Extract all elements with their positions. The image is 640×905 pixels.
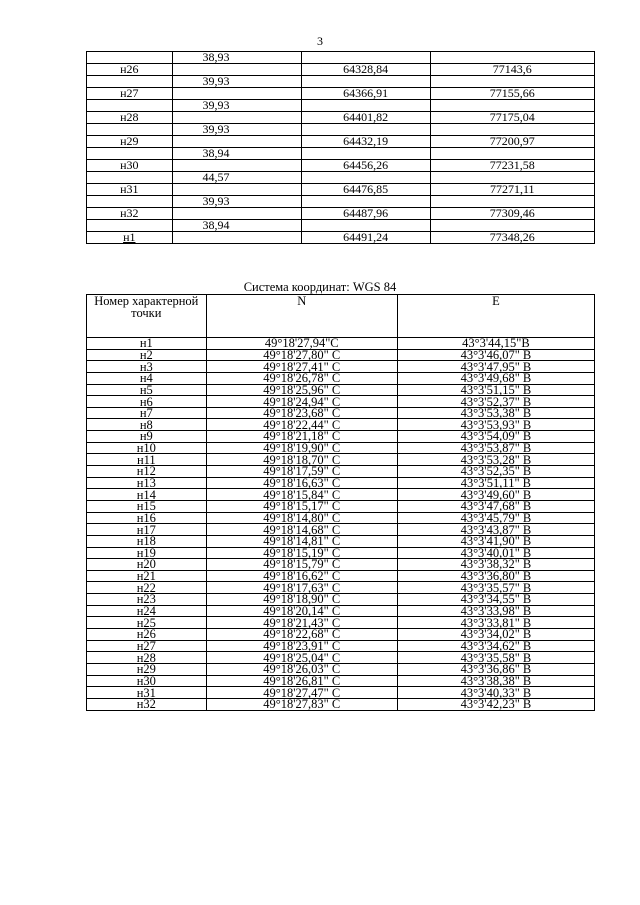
- distance-cell: [172, 64, 301, 76]
- east-coordinate-cell: 43°3'53,87" В: [397, 442, 594, 454]
- point-number-cell: н1: [87, 232, 173, 244]
- point-number-cell: н1: [87, 338, 207, 350]
- point-number-cell: н21: [87, 570, 207, 582]
- point-number-cell: н18: [87, 535, 207, 547]
- east-coordinate-cell: 43°3'51,15" В: [397, 384, 594, 396]
- east-coordinate-cell: 43°3'54,09" В: [397, 431, 594, 443]
- east-coordinate-cell: 43°3'34,62" В: [397, 640, 594, 652]
- distance-cell: 38,94: [172, 220, 301, 232]
- east-coordinate-cell: 43°3'49,60" В: [397, 489, 594, 501]
- x-coordinate-cell: 64491,24: [301, 232, 430, 244]
- north-coordinate-cell: 49°18'27,80" С: [206, 349, 397, 361]
- point-number-cell: н24: [87, 605, 207, 617]
- east-coordinate-cell: 43°3'36,86" В: [397, 663, 594, 675]
- distance-cell: 38,93: [172, 52, 301, 64]
- point-number-cell: н29: [87, 136, 173, 148]
- east-coordinate-cell: 43°3'42,23" В: [397, 698, 594, 710]
- y-coordinate-cell: 77309,46: [430, 208, 594, 220]
- north-coordinate-cell: 49°18'26,78" С: [206, 372, 397, 384]
- point-number-cell: н13: [87, 477, 207, 489]
- north-coordinate-cell: 49°18'19,90" С: [206, 442, 397, 454]
- north-coordinate-cell: 49°18'27,47" С: [206, 687, 397, 699]
- header-point-number: Номер характерной точки: [87, 295, 207, 338]
- y-coordinate-cell: 77231,58: [430, 160, 594, 172]
- east-coordinate-cell: 43°3'49,68" В: [397, 372, 594, 384]
- distance-cell: 39,93: [172, 76, 301, 88]
- point-number-cell: н29: [87, 663, 207, 675]
- table-row: [87, 384, 595, 396]
- page-number: 3: [317, 34, 323, 48]
- east-coordinate-cell: 43°3'35,58" В: [397, 652, 594, 664]
- east-coordinate-cell: 43°3'41,90" В: [397, 535, 594, 547]
- distance-cell: 39,93: [172, 196, 301, 208]
- north-coordinate-cell: 49°18'27,41" С: [206, 361, 397, 373]
- table-row: [87, 698, 595, 710]
- east-coordinate-cell: 43°3'53,38" В: [397, 407, 594, 419]
- distance-cell: 44,57: [172, 172, 301, 184]
- x-coordinate-cell: 64487,96: [301, 208, 430, 220]
- distance-cell: 38,94: [172, 148, 301, 160]
- east-coordinate-cell: 43°3'51,11" В: [397, 477, 594, 489]
- distance-cell: [172, 88, 301, 100]
- point-number-cell: н14: [87, 489, 207, 501]
- y-coordinate-cell: 77271,11: [430, 184, 594, 196]
- point-number-cell: н28: [87, 652, 207, 664]
- point-number-cell: н2: [87, 349, 207, 361]
- wgs84-table-header: [87, 295, 595, 338]
- distance-cell: [172, 136, 301, 148]
- east-coordinate-cell: 43°3'36,80" В: [397, 570, 594, 582]
- coordinates-table-local-body: [87, 52, 595, 244]
- distance-cell: 39,93: [172, 124, 301, 136]
- east-coordinate-cell: 43°3'52,37" В: [397, 396, 594, 408]
- north-coordinate-cell: 49°18'18,70" С: [206, 454, 397, 466]
- table-row: [87, 112, 595, 124]
- point-number-cell: н11: [87, 454, 207, 466]
- north-coordinate-cell: 49°18'15,17" С: [206, 500, 397, 512]
- east-coordinate-cell: 43°3'47,68" В: [397, 500, 594, 512]
- point-number-cell: н12: [87, 466, 207, 478]
- east-coordinate-cell: 43°3'34,02" В: [397, 629, 594, 641]
- north-coordinate-cell: 49°18'14,68" С: [206, 524, 397, 536]
- north-coordinate-cell: 49°18'18,90" С: [206, 594, 397, 606]
- table-row: [87, 88, 595, 100]
- coordinate-system-caption: Система координат: WGS 84: [243, 280, 397, 294]
- x-coordinate-cell: 64366,91: [301, 88, 430, 100]
- distance-cell: 39,93: [172, 100, 301, 112]
- north-coordinate-cell: 49°18'26,03" С: [206, 663, 397, 675]
- north-coordinate-cell: 49°18'22,44" С: [206, 419, 397, 431]
- east-coordinate-cell: 43°3'40,01" В: [397, 547, 594, 559]
- x-coordinate-cell: 64476,85: [301, 184, 430, 196]
- distance-cell: [172, 208, 301, 220]
- north-coordinate-cell: 49°18'15,79" С: [206, 559, 397, 571]
- north-coordinate-cell: 49°18'27,83" С: [206, 698, 397, 710]
- distance-cell: [172, 232, 301, 244]
- north-coordinate-cell: 49°18'14,80" С: [206, 512, 397, 524]
- point-number-cell: н4: [87, 372, 207, 384]
- table-row: [87, 208, 595, 220]
- distance-cell: [172, 160, 301, 172]
- east-coordinate-cell: 43°3'38,38" В: [397, 675, 594, 687]
- x-coordinate-cell: 64328,84: [301, 64, 430, 76]
- point-number-cell: н26: [87, 64, 173, 76]
- east-coordinate-cell: 43°3'33,81" В: [397, 617, 594, 629]
- point-number-cell: н25: [87, 617, 207, 629]
- east-coordinate-cell: 43°3'35,57" В: [397, 582, 594, 594]
- table-row: [87, 136, 595, 148]
- east-coordinate-cell: 43°3'43,87" В: [397, 524, 594, 536]
- table-row: [87, 184, 595, 196]
- point-number-cell: н32: [87, 208, 173, 220]
- north-coordinate-cell: 49°18'17,59" С: [206, 466, 397, 478]
- point-number-cell: н8: [87, 419, 207, 431]
- wgs84-header-row: [87, 295, 595, 338]
- north-coordinate-cell: 49°18'15,84" С: [206, 489, 397, 501]
- point-number-cell: н22: [87, 582, 207, 594]
- y-coordinate-cell: 77200,97: [430, 136, 594, 148]
- point-number-cell: н7: [87, 407, 207, 419]
- header-east: E: [397, 295, 594, 338]
- distance-cell: [172, 112, 301, 124]
- point-number-cell: н9: [87, 431, 207, 443]
- distance-cell: [172, 184, 301, 196]
- north-coordinate-cell: 49°18'25,04" С: [206, 652, 397, 664]
- point-number-cell: н23: [87, 594, 207, 606]
- north-coordinate-cell: 49°18'16,62" С: [206, 570, 397, 582]
- point-number-cell: н27: [87, 88, 173, 100]
- north-coordinate-cell: 49°18'23,68" С: [206, 407, 397, 419]
- table-row: [87, 64, 595, 76]
- north-coordinate-cell: 49°18'24,94" С: [206, 396, 397, 408]
- point-number-cell: н10: [87, 442, 207, 454]
- table-row: [87, 232, 595, 244]
- point-number-cell: н30: [87, 160, 173, 172]
- point-number-cell: н5: [87, 384, 207, 396]
- east-coordinate-cell: 43°3'45,79" В: [397, 512, 594, 524]
- east-coordinate-cell: 43°3'40,33" В: [397, 687, 594, 699]
- point-number-cell: н20: [87, 559, 207, 571]
- point-number-cell: н31: [87, 687, 207, 699]
- table-row: [87, 675, 595, 687]
- point-number-cell: н26: [87, 629, 207, 641]
- point-number-cell: н19: [87, 547, 207, 559]
- point-number-cell: н6: [87, 396, 207, 408]
- north-coordinate-cell: 49°18'16,63" С: [206, 477, 397, 489]
- point-number-cell: н3: [87, 361, 207, 373]
- point-number-cell: н17: [87, 524, 207, 536]
- north-coordinate-cell: 49°18'14,81" С: [206, 535, 397, 547]
- east-coordinate-cell: 43°3'47,95" В: [397, 361, 594, 373]
- y-coordinate-cell: 77175,04: [430, 112, 594, 124]
- north-coordinate-cell: 49°18'20,14" С: [206, 605, 397, 617]
- north-coordinate-cell: 49°18'21,43" С: [206, 617, 397, 629]
- point-number-cell: н27: [87, 640, 207, 652]
- north-coordinate-cell: 49°18'17,63" С: [206, 582, 397, 594]
- point-number-cell: н15: [87, 500, 207, 512]
- east-coordinate-cell: 43°3'53,28" В: [397, 454, 594, 466]
- y-coordinate-cell: 77348,26: [430, 232, 594, 244]
- east-coordinate-cell: 43°3'34,55" В: [397, 594, 594, 606]
- east-coordinate-cell: 43°3'46,07" В: [397, 349, 594, 361]
- x-coordinate-cell: 64401,82: [301, 112, 430, 124]
- north-coordinate-cell: 49°18'22,68" С: [206, 629, 397, 641]
- coordinates-table-local: [86, 51, 595, 244]
- east-coordinate-cell: 43°3'38,32" В: [397, 559, 594, 571]
- east-coordinate-cell: 43°3'44,15"В: [397, 338, 594, 350]
- table-row: [87, 512, 595, 524]
- y-coordinate-cell: 77143,6: [430, 64, 594, 76]
- east-coordinate-cell: 43°3'53,93" В: [397, 419, 594, 431]
- wgs84-table-body: [87, 338, 595, 711]
- north-coordinate-cell: 49°18'15,19" С: [206, 547, 397, 559]
- point-number-cell: н16: [87, 512, 207, 524]
- point-number-cell: н32: [87, 698, 207, 710]
- north-coordinate-cell: 49°18'27,94"С: [206, 338, 397, 350]
- x-coordinate-cell: 64456,26: [301, 160, 430, 172]
- point-number-cell: н31: [87, 184, 173, 196]
- east-coordinate-cell: 43°3'52,35" В: [397, 466, 594, 478]
- north-coordinate-cell: 49°18'25,96" С: [206, 384, 397, 396]
- header-north: N: [206, 295, 397, 338]
- point-number-cell: н28: [87, 112, 173, 124]
- north-coordinate-cell: 49°18'26,81" С: [206, 675, 397, 687]
- east-coordinate-cell: 43°3'33,98" В: [397, 605, 594, 617]
- x-coordinate-cell: 64432,19: [301, 136, 430, 148]
- point-number-cell: н30: [87, 675, 207, 687]
- north-coordinate-cell: 49°18'23,91" С: [206, 640, 397, 652]
- y-coordinate-cell: 77155,66: [430, 88, 594, 100]
- table-row: [87, 160, 595, 172]
- coordinates-table-wgs84: [86, 294, 595, 711]
- north-coordinate-cell: 49°18'21,18" С: [206, 431, 397, 443]
